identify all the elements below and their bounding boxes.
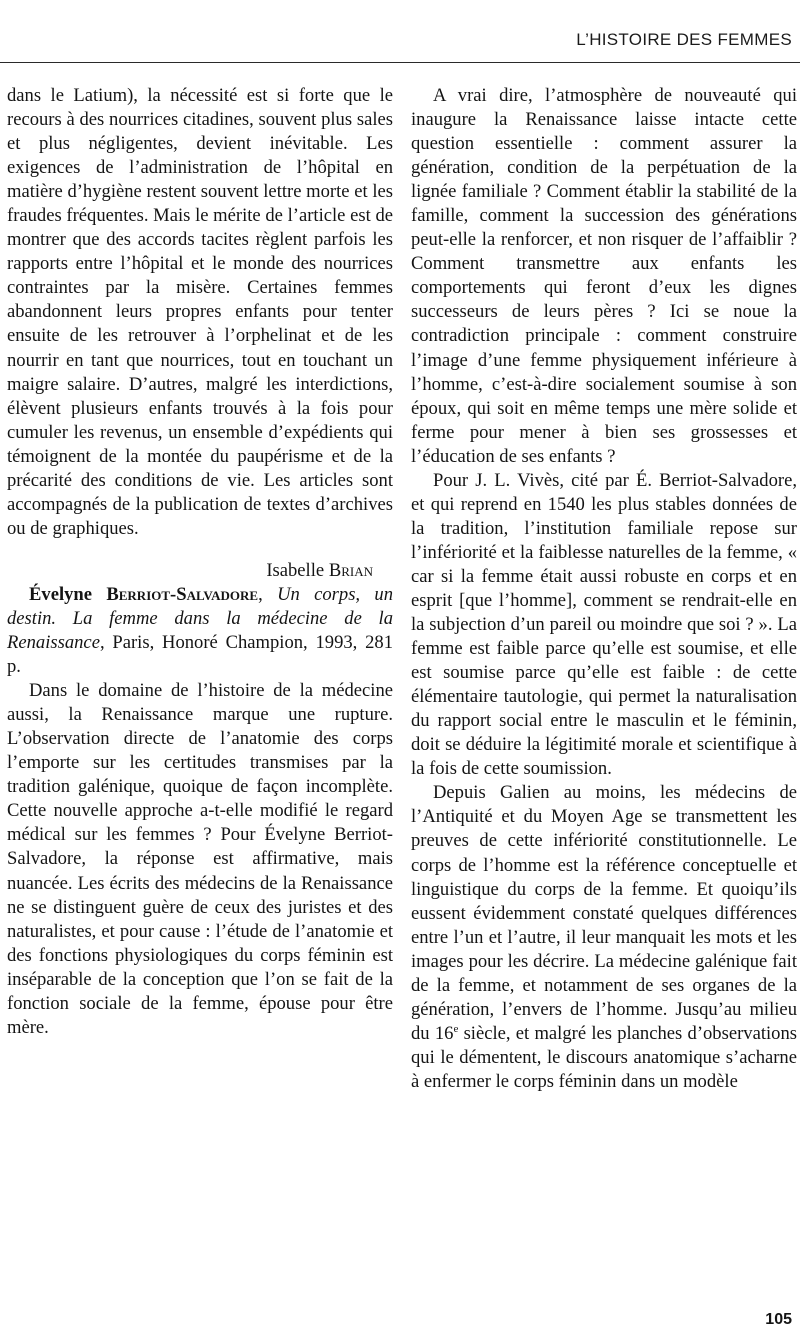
review-continued-paragraph: dans le Latium), la nécessité est si forte que le recours à des nourrices citadines, souvent plus sales et plus négligentes, devient inévitable. Les exigences de l’administration de l’hôpital en matière d’hygiène restent souvent lettre morte et les fraudes fréquentes. Mais le mérite de l’article est de montrer que des accords tacites règlent parfois les rapports entre l’hôpital et le monde des nourrices contraintes par la misère. Certaines femmes abandonnent leurs propres enfants pour tenter ensuite de les retrouver à l’orphelinat et de les nourrir en tant que nourrices, tout en touchant un maigre salaire. D’autres, malgré les interdictions, élèvent plusieurs enfants trouvés à la fois pour cumuler les revenus, un ensemble d’expédients qui témoignent de la montée du paupérisme et de la précarité des conditions de vie. Les articles sont accompagnés de la publication de textes d’archives ou de graphiques.: [7, 85, 393, 539]
citation-details: , Paris, Honoré Champion, 1993, 281 p.: [7, 632, 393, 678]
citation-author-last: Berriot-Salvadore: [106, 583, 259, 605]
running-header: L’HISTOIRE DES FEMMES: [576, 30, 792, 49]
paragraph-3-part-a: Depuis Galien au moins, les médecins de l’Antiquité et du Moyen Age se transmettent les preuves de cette infériorité constitutionnelle. Le corps de l’homme est la référence conceptuelle et linguistique du corps de la femme. Et quoiqu’ils eussent évidemment constaté quelques différences entre l’un et l’autre, il leur manquait les mots et les images pour les décrire. La médecine galénique fait de la femme, et notamment de ses organes de la génération, l’envers de l’homme. Jusqu’au milieu du 16: [411, 782, 797, 1044]
reviewer-last-name: Brian: [328, 559, 373, 581]
paragraph-3-superscript: e: [453, 1022, 459, 1035]
page-number: 105: [765, 1311, 792, 1328]
left-column: [7, 84, 393, 1040]
citation-author-first: Évelyne: [29, 583, 93, 605]
right-column: [411, 84, 797, 1094]
paragraph-3: [411, 781, 797, 1094]
paragraph-3-part-b: siècle, et malgré les planches d’observations qui le démentent, le discours anatomique s’acharne à enfermer le corps féminin dans un modèle: [411, 1022, 797, 1092]
review-start-paragraph: Dans le domaine de l’histoire de la médecine aussi, la Renaissance marque une rupture. L’observation directe de l’anatomie des corps l’emporte sur les certitudes transmises par la tradition galénique, quoique de façon incomplète. Cette nouvelle approche a-t-elle modifié le regard médical sur les femmes ? Pour Évelyne Berriot-Salvadore, la réponse est affirmative, mais nuancée. Les écrits des médecins de la Renaissance ne se distinguent guère de ceux des juristes et des naturalistes, et pour cause : l’étude de l’anatomie et des fonctions physiologiques du corps féminin est inséparable de la conception que l’on se fait de la fonction sociale de la femme, épouse pour être mère.: [7, 680, 393, 1038]
reviewer-signature: [7, 559, 373, 583]
citation-title: Un corps, un destin. La femme dans la médecine de la Renaissance: [7, 583, 393, 654]
paragraph-1: A vrai dire, l’atmosphère de nouveauté qui inaugure la Renaissance laisse intacte cette question essentielle : comment assurer la génération, condition de la perpétuation de la lignée familiale ? Comment établir la stabilité de la famille, comment la succession des générations peut-elle la renforcer, et non risquer de l’affaiblir ? Comment transmettre aux enfants les comportements qui feront d’eux les dignes successeurs de leurs pères ? Ici se noue la contradiction principale : comment construire l’image d’une femme physiquement inférieure à l’homme, c’est-à-dire socialement soumise à son époux, qui soit en même temps une mère solide et ferme pour mener à bien ses grossesses et l’éducation de ses enfants ?: [411, 85, 797, 467]
header-rule: [0, 62, 800, 63]
reviewer-first-name: Isabelle: [266, 559, 325, 581]
paragraph-2: Pour J. L. Vivès, cité par É. Berriot-Salvadore, et qui reprend en 1540 les plus stables données de la tradition, l’institution familiale repose sur l’infériorité et la faiblesse naturelles de la femme, « car si la femme était aussi robuste en corps et en esprit [que l’homme], comment se rendrait-elle en la subjection d’un pareil ou moindre que soi ? ». La femme est faible parce qu’elle est soumise, et elle est soumise parce qu’elle est faible : de cette élémentaire tautologie, qui permet la naturalisation du rapport social entre le masculin et le féminin, doit se déduire la légitimité morale et scientifique à la fois de cette soumission.: [411, 469, 797, 780]
book-citation: Évelyne Berriot-Salvadore, Un corps, un destin. La femme dans la médecine de la Renaissance, Paris, Honoré Champion, 1993, 281 p.: [7, 583, 393, 678]
